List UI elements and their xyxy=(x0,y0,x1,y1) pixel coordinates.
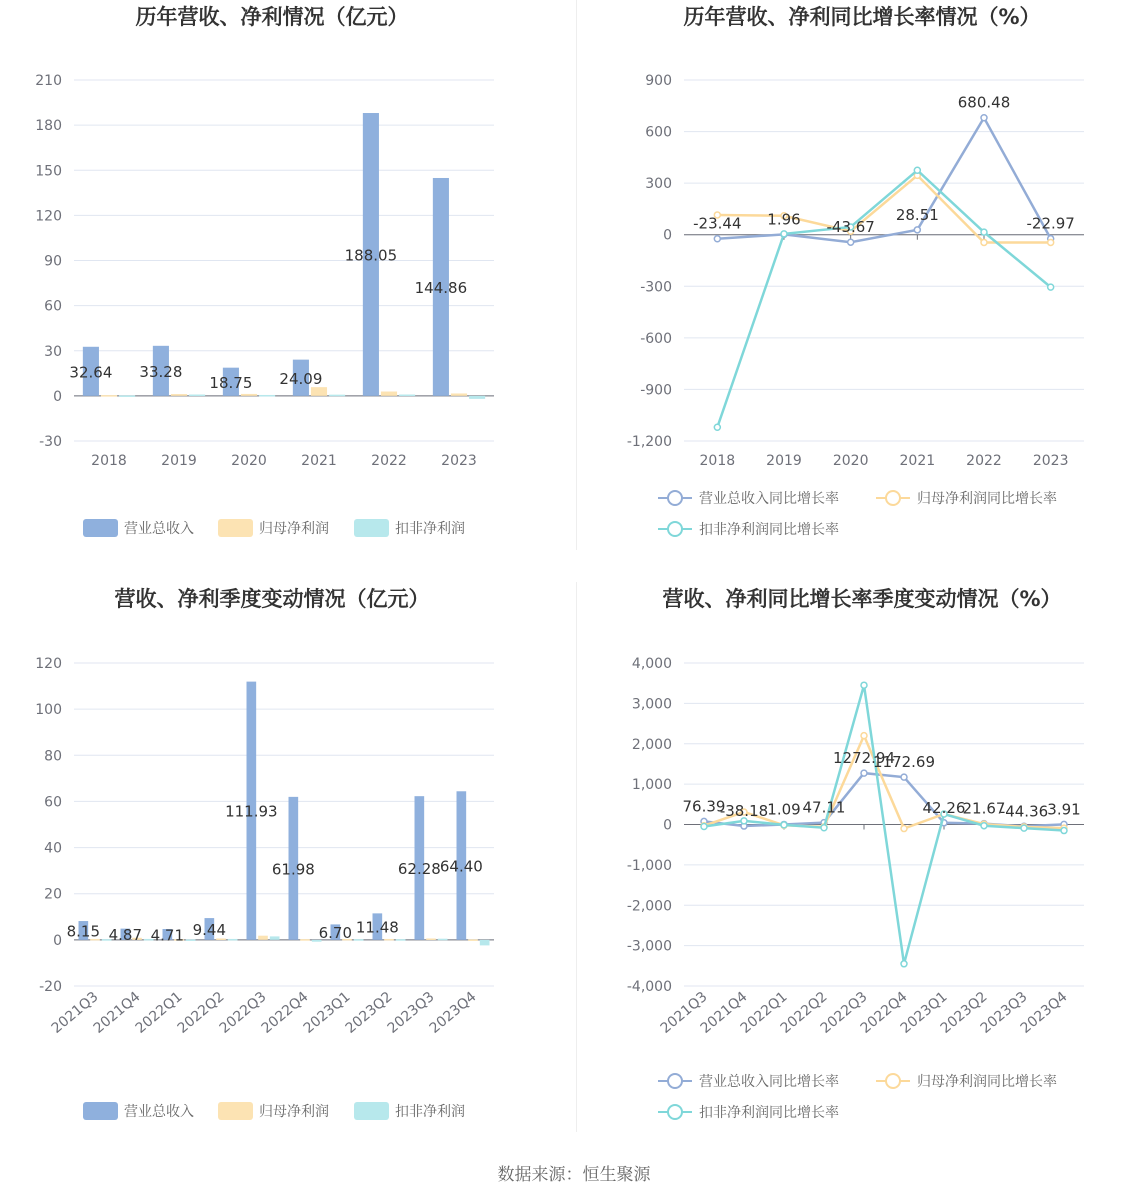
x-tick-label: 2018 xyxy=(91,453,127,469)
line-value-label: 1272.94 xyxy=(832,749,896,768)
y-tick-label: 100 xyxy=(35,702,62,719)
chart-title: 营收、净利同比增长率季度变动情况（%） xyxy=(662,587,1062,611)
bar-value-label: 144.86 xyxy=(414,278,468,297)
series-point xyxy=(1021,825,1027,831)
bar-net-profit xyxy=(258,936,268,940)
y-tick-label: 600 xyxy=(645,124,672,141)
legend-swatch xyxy=(354,519,389,537)
bar-value-label: 9.44 xyxy=(192,920,227,939)
bar-net-profit xyxy=(311,387,327,396)
line-value-label: -38.18 xyxy=(719,802,769,821)
y-tick-label: 0 xyxy=(663,817,672,834)
y-tick-label: 1,000 xyxy=(631,777,672,794)
x-tick-label: 2022Q1 xyxy=(132,988,186,1037)
y-tick-label: 60 xyxy=(44,794,62,811)
series-point xyxy=(981,229,987,235)
y-tick-label: 80 xyxy=(44,748,62,765)
y-tick-label: 210 xyxy=(35,73,62,89)
x-tick-label: 2021 xyxy=(301,453,337,469)
y-tick-label: 300 xyxy=(645,176,672,193)
series-point xyxy=(821,825,827,831)
bar-deducted-profit xyxy=(270,936,280,939)
x-tick-label: 2022 xyxy=(371,453,407,469)
legend-label: 归母净利润同比增长率 xyxy=(917,491,1057,507)
y-tick-label: 0 xyxy=(53,388,62,405)
series-point xyxy=(1048,239,1054,245)
bar-net-profit xyxy=(101,395,117,397)
legend-marker xyxy=(668,1074,682,1088)
bar-net-profit xyxy=(468,939,478,941)
y-tick-label: -4,000 xyxy=(626,979,672,995)
bar-value-label: 6.70 xyxy=(318,924,353,943)
line-value-label: 76.39 xyxy=(682,797,726,816)
line-value-label: 47.11 xyxy=(802,798,846,817)
data-source: 数据来源：恒生聚源 xyxy=(497,1165,651,1185)
legend-label: 营业总收入同比增长率 xyxy=(699,1074,839,1090)
series-point xyxy=(981,239,987,245)
x-tick-label: 2018 xyxy=(699,453,736,469)
annual-line-chart-svg xyxy=(574,0,1148,580)
bar-value-label: 111.93 xyxy=(225,802,278,821)
bar-value-label: 4.87 xyxy=(108,926,143,945)
x-tick-label: 2021Q4 xyxy=(697,988,751,1037)
x-tick-label: 2022Q4 xyxy=(857,988,911,1037)
y-tick-label: 900 xyxy=(645,73,672,89)
series-point xyxy=(781,231,787,237)
y-tick-label: -900 xyxy=(640,382,672,399)
bar-value-label: 64.40 xyxy=(439,857,483,876)
legend-label: 扣非净利润同比增长率 xyxy=(699,1105,839,1121)
legend-label: 营业总收入 xyxy=(124,521,194,537)
quarterly-line-chart-svg xyxy=(574,582,1148,1162)
line-value-label: -44.36 xyxy=(999,802,1049,821)
x-tick-label: 2022Q3 xyxy=(216,988,270,1037)
bar-value-label: 188.05 xyxy=(344,246,398,265)
y-tick-label: -20 xyxy=(39,979,62,995)
y-tick-label: -3,000 xyxy=(626,938,672,955)
series-line-1 xyxy=(717,175,1050,242)
bar-value-label: 61.98 xyxy=(271,860,315,879)
y-tick-label: -1,000 xyxy=(626,857,672,874)
series-point xyxy=(901,826,907,832)
y-tick-label: 20 xyxy=(44,886,62,903)
bar-deducted-profit xyxy=(228,939,238,941)
bar-deducted-profit xyxy=(438,939,448,941)
series-point xyxy=(901,774,907,780)
legend-label: 归母净利润同比增长率 xyxy=(917,1074,1057,1090)
y-tick-label: 60 xyxy=(44,298,62,315)
x-tick-label: 2023Q3 xyxy=(384,988,438,1037)
series-point xyxy=(861,682,867,688)
legend-marker xyxy=(886,491,900,505)
annual-bar-chart-svg xyxy=(0,0,574,580)
line-value-label: -23.44 xyxy=(693,214,742,233)
line-value-label: 1.09 xyxy=(767,800,801,819)
bar-net-profit xyxy=(384,939,394,941)
series-point xyxy=(1061,828,1067,834)
x-tick-label: 2022Q1 xyxy=(737,988,791,1037)
y-tick-label: -1,200 xyxy=(626,434,672,450)
legend-label: 扣非净利润 xyxy=(395,1104,465,1120)
legend-label: 扣非净利润 xyxy=(395,521,465,537)
x-tick-label: 2022Q2 xyxy=(777,988,831,1037)
series-point xyxy=(701,824,707,830)
bar-value-label: 18.75 xyxy=(209,373,253,392)
x-tick-label: 2020 xyxy=(231,453,267,469)
bar-net-profit xyxy=(426,938,436,940)
y-tick-label: -300 xyxy=(640,279,672,296)
bar-deducted-profit xyxy=(396,939,406,941)
series-point xyxy=(981,115,987,121)
legend-label: 归母净利润 xyxy=(259,1104,329,1120)
series-point xyxy=(861,733,867,739)
bar-deducted-profit xyxy=(329,395,345,397)
x-tick-label: 2021Q3 xyxy=(48,988,102,1037)
series-line-2 xyxy=(717,170,1050,427)
x-tick-label: 2022Q3 xyxy=(817,988,871,1037)
series-point xyxy=(848,239,854,245)
chart-title: 历年营收、净利情况（亿元） xyxy=(135,5,409,29)
bar-deducted-profit xyxy=(119,395,135,397)
chart-annual-growth xyxy=(574,0,1148,580)
legend-swatch xyxy=(218,1102,253,1120)
series-point xyxy=(781,822,787,828)
y-tick-label: 120 xyxy=(35,208,62,225)
line-value-label: 3.91 xyxy=(1047,800,1081,819)
y-tick-label: 0 xyxy=(53,932,62,949)
x-tick-label: 2020 xyxy=(832,453,869,469)
y-tick-label: 30 xyxy=(44,343,62,360)
bar-value-label: 62.28 xyxy=(397,860,441,879)
series-point xyxy=(981,823,987,829)
series-point xyxy=(914,167,920,173)
series-point xyxy=(1048,284,1054,290)
legend-marker xyxy=(668,522,682,536)
x-tick-label: 2021 xyxy=(899,453,936,469)
legend-swatch xyxy=(83,519,118,537)
bar-net-profit xyxy=(300,939,310,941)
line-value-label: 28.51 xyxy=(895,205,939,224)
line-value-label: 21.67 xyxy=(962,799,1006,818)
chart-title: 营收、净利季度变动情况（亿元） xyxy=(114,587,430,611)
legend-marker xyxy=(668,491,682,505)
legend-swatch xyxy=(218,519,253,537)
x-tick-label: 2023Q2 xyxy=(937,988,991,1037)
series-point xyxy=(901,961,907,967)
chart-quarterly-growth xyxy=(574,582,1148,1162)
line-value-label: 1.96 xyxy=(767,210,801,229)
y-tick-label: 3,000 xyxy=(631,696,672,713)
x-tick-label: 2023Q2 xyxy=(342,988,396,1037)
separator-bottom xyxy=(576,582,577,1132)
x-tick-label: 2023 xyxy=(1032,453,1069,469)
bar-deducted-profit xyxy=(189,395,205,397)
legend-marker xyxy=(668,1105,682,1119)
x-tick-label: 2019 xyxy=(161,453,197,469)
line-value-label: 42.26 xyxy=(922,798,966,817)
y-tick-label: 120 xyxy=(35,656,62,672)
bar-value-label: 11.48 xyxy=(355,918,399,937)
x-tick-label: 2023Q1 xyxy=(300,988,354,1037)
line-value-label: -22.97 xyxy=(1026,214,1075,233)
chart-title: 历年营收、净利同比增长率情况（%） xyxy=(683,5,1041,29)
x-tick-label: 2019 xyxy=(766,453,802,469)
y-tick-label: 180 xyxy=(35,118,62,135)
y-tick-label: 2,000 xyxy=(631,736,672,753)
x-tick-label: 2022 xyxy=(966,453,1002,469)
series-point xyxy=(714,236,720,242)
chart-quarterly-revenue-profit xyxy=(0,582,574,1162)
bar-value-label: 33.28 xyxy=(139,362,183,381)
y-tick-label: 150 xyxy=(35,163,62,180)
bar-net-profit xyxy=(171,394,187,396)
y-tick-label: -30 xyxy=(39,434,62,450)
y-tick-label: -600 xyxy=(640,330,672,347)
series-point xyxy=(714,424,720,430)
bar-net-profit xyxy=(381,392,397,396)
bar-net-profit xyxy=(241,394,257,396)
legend-swatch xyxy=(83,1102,118,1120)
x-tick-label: 2023Q1 xyxy=(897,988,951,1037)
x-tick-label: 2021Q3 xyxy=(657,988,711,1037)
series-point xyxy=(914,227,920,233)
y-tick-label: 40 xyxy=(44,840,62,857)
bar-deducted-profit xyxy=(354,939,364,941)
x-tick-label: 2021Q4 xyxy=(90,988,144,1037)
legend-label: 营业总收入同比增长率 xyxy=(699,491,839,507)
x-tick-label: 2023Q3 xyxy=(977,988,1031,1037)
y-tick-label: 0 xyxy=(663,227,672,244)
bar-value-label: 8.15 xyxy=(66,922,101,941)
bar-deducted-profit xyxy=(259,395,275,397)
legend-marker xyxy=(886,1074,900,1088)
legend-swatch xyxy=(354,1102,389,1120)
x-tick-label: 2023 xyxy=(441,453,477,469)
chart-annual-revenue-profit xyxy=(0,0,574,580)
legend-label: 扣非净利润同比增长率 xyxy=(699,522,839,538)
bar-value-label: 4.71 xyxy=(150,926,185,945)
y-tick-label: 4,000 xyxy=(631,656,672,672)
bar-value-label: 32.64 xyxy=(69,363,113,382)
bar-deducted-profit xyxy=(480,940,490,946)
y-tick-label: -2,000 xyxy=(626,898,672,915)
x-tick-label: 2022Q2 xyxy=(174,988,228,1037)
legend-label: 归母净利润 xyxy=(259,521,329,537)
bar-deducted-profit xyxy=(399,395,415,397)
x-tick-label: 2023Q4 xyxy=(426,988,480,1037)
x-tick-label: 2022Q4 xyxy=(258,988,312,1037)
line-value-label: -43.67 xyxy=(826,218,875,237)
x-tick-label: 2023Q4 xyxy=(1017,988,1071,1037)
bar-net-profit xyxy=(451,393,467,395)
bar-deducted-profit xyxy=(186,939,196,941)
line-value-label: 1172.69 xyxy=(872,753,936,772)
series-point xyxy=(861,770,867,776)
bar-deducted-profit xyxy=(469,396,485,399)
separator-top xyxy=(576,0,577,550)
y-tick-label: 90 xyxy=(44,253,62,270)
line-value-label: 680.48 xyxy=(957,93,1011,112)
quarterly-bar-chart-svg xyxy=(0,582,574,1162)
legend-label: 营业总收入 xyxy=(124,1104,194,1120)
bar-value-label: 24.09 xyxy=(279,369,323,388)
